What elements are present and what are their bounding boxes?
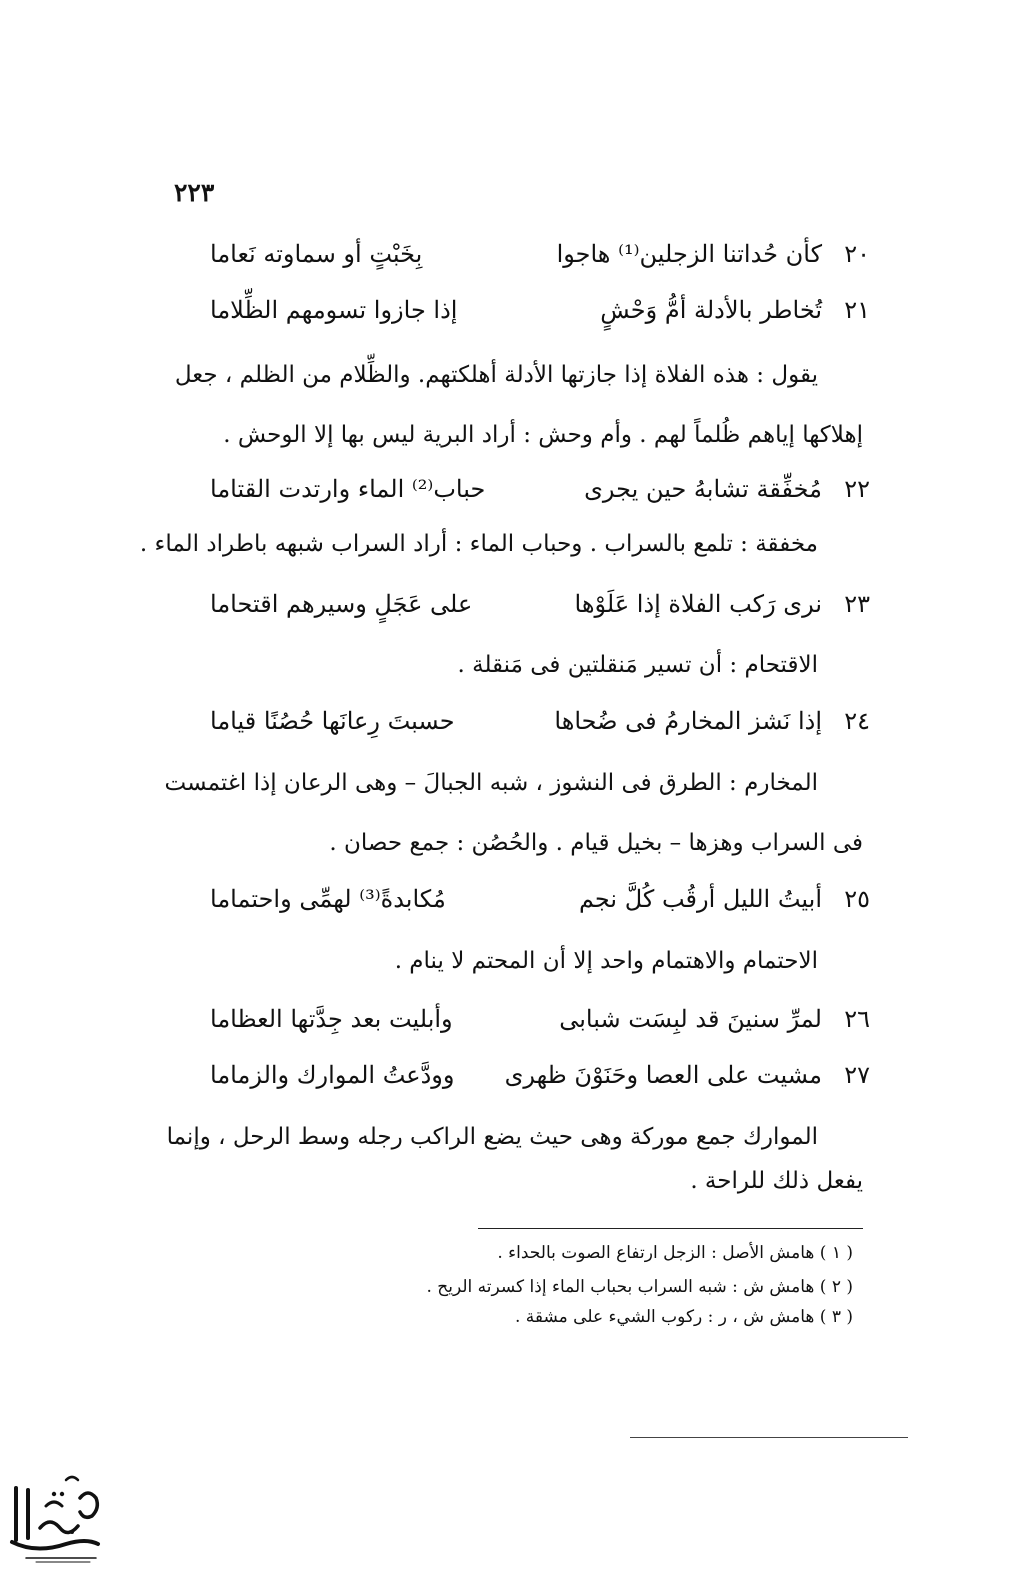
- commentary-line: يفعل ذلك للراحة .: [690, 1168, 863, 1194]
- commentary-line: إهلاكها إياهم ظُلماً لهم . وأم وحش : أراد البرية ليس بها إلا الوحش .: [223, 422, 863, 448]
- verse-first-hemistich: نرى رَكب الفلاة إذا عَلَوْها: [574, 590, 822, 618]
- verse-second-hemistich: على عَجَلٍ وسيرهم اقتحاما: [210, 590, 473, 618]
- verse-number: ٢٣: [844, 590, 870, 618]
- verse-number: ٢١: [844, 296, 870, 324]
- verse-line: [180, 235, 870, 273]
- verse-first-hemistich: لمرِّ سنينَ قد لبِسَت شبابى: [559, 1005, 822, 1033]
- verse-number: ٢٦: [844, 1005, 870, 1033]
- calligraphy-logo-icon: [6, 1458, 106, 1568]
- verse-first-hemistich: إذا نَشز المخارمُ فى ضُحاها: [554, 707, 822, 735]
- footnote: ( ٣ ) هامش ش ، ر : ركوب الشيء على مشقة .: [514, 1307, 853, 1327]
- verse-first-hemistich: كأن حُداتنا الزجلين⁽¹⁾ هاجوا: [556, 240, 822, 268]
- verse-number: ٢٤: [844, 707, 870, 735]
- footnote: ( ٢ ) هامش ش : شبه السراب بحباب الماء إذا كسرته الريح .: [426, 1277, 853, 1297]
- verse-first-hemistich: مُخفِّقة تشابهُ حين يجرى: [584, 475, 822, 503]
- footnote-separator: [478, 1228, 863, 1229]
- verse-line: [180, 291, 870, 329]
- verse-first-hemistich: تُخاطر بالأدلة أمُّ وَحْشٍ: [600, 296, 822, 324]
- verse-second-hemistich: حباب⁽²⁾ الماء وارتدت القتاما: [210, 475, 486, 503]
- page-number: ٢٢٣: [174, 178, 215, 207]
- verse-line: [180, 702, 870, 740]
- verse-first-hemistich: مشيت على العصا وحَنَوْنَ ظهرى: [504, 1061, 822, 1089]
- verse-line: [180, 585, 870, 623]
- verse-second-hemistich: إذا جازوا تسومهم الظِّلاما: [210, 296, 458, 324]
- commentary-line: المخارم : الطرق فى النشوز ، شبه الجبالَ – وهى الرعان إذا اغتمست: [164, 770, 818, 796]
- verse-number: ٢٢: [844, 475, 870, 503]
- footnote: ( ١ ) هامش الأصل : الزجل ارتفاع الصوت بالحداء .: [497, 1243, 853, 1263]
- verse-first-hemistich: أبيتُ الليل أرقُب كُلَّ نجم: [578, 885, 822, 913]
- verse-number: ٢٠: [844, 240, 870, 268]
- verse-second-hemistich: وأبليت بعد جِدَّتها العظاما: [210, 1005, 453, 1033]
- verse-second-hemistich: بِخَبْتٍ أو سماوته نَعاما: [210, 240, 423, 268]
- commentary-line: مخفقة : تلمع بالسراب . وحباب الماء : أراد السراب شبهه باطراد الماء .: [139, 531, 818, 557]
- verse-line: [180, 470, 870, 508]
- commentary-line: فى السراب وهزها – بخيل قيام . والحُصُن : جمع حصان .: [329, 830, 863, 856]
- commentary-line: الموارك جمع موركة وهى حيث يضع الراكب رجله وسط الرحل ، وإنما: [166, 1124, 818, 1150]
- verse-line: [180, 1000, 870, 1038]
- commentary-line: الاقتحام : أن تسير مَنقلتين فى مَنقلة .: [457, 652, 818, 678]
- commentary-line: يقول : هذه الفلاة إذا جازتها الأدلة أهلكتهم. والظِّلام من الظلم ، جعل: [174, 362, 818, 388]
- verse-second-hemistich: وودَّعتُ الموارك والزماما: [210, 1061, 455, 1089]
- commentary-line: الاحتمام والاهتمام واحد إلا أن المحتم لا ينام .: [394, 948, 818, 974]
- bottom-separator: [630, 1437, 908, 1438]
- verse-number: ٢٧: [844, 1061, 870, 1089]
- verse-line: [180, 1056, 870, 1094]
- verse-second-hemistich: مُكابدةً⁽³⁾ لهمِّى واحتماما: [210, 885, 446, 913]
- verse-second-hemistich: حسبتَ رِعانَها حُصُنًا قياما: [210, 707, 455, 735]
- verse-number: ٢٥: [844, 885, 870, 913]
- verse-line: [180, 880, 870, 918]
